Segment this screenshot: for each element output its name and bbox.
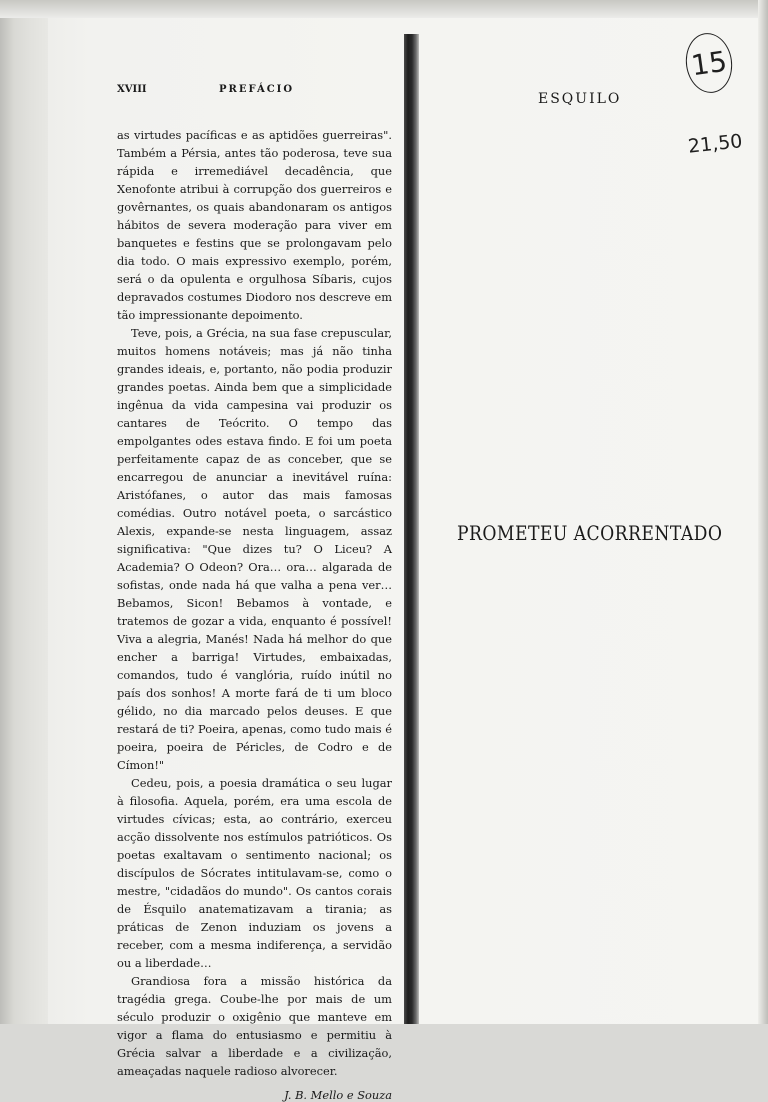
- paragraph: Teve, pois, a Grécia, na sua fase crepuscular, muitos homens notáveis; mas já não tinha grandes ideais, e, portanto, não podia produzir grandes poetas. Ainda bem que a simplicidade ingênua da vida campesina vai produzir os cantares de Teócrito. O tempo das empolgantes odes estava findo. E foi um poeta perfeitamente capaz de as conceber, que se encarregou de anunciar a inevitável ruína: Aristófanes, o autor das mais famosas comédias. Outro notável poeta, o sarcástico Alexis, expande-se nesta linguagem, assaz significativa: "Que dizes tu? O Liceu? A Academia? O Odeon? Ora… ora… algarada de sofistas, onde nada há que valha a pena ver… Bebamos, Sicon! Bebamos à vontade, e tratemos de gozar a vida, enquanto é possível! Viva a alegria, Manés! Nada há melhor do que encher a barriga! Virtudes, embaixadas, comandos, tudo é vanglória, ruído inútil no país dos sonhos! A morte fará de ti um bloco gélido, no dia marcado pelos deuses. E que restará de ti? Poeira, apenas, como tudo mais é poeira, poeira de Péricles, de Codro e de Címon!": [117, 326, 392, 772]
- paragraph: Grandiosa fora a missão histórica da tragédia grega. Coube-lhe por mais de um século produzir o oxigênio que manteve em vigor a flama do entusiasmo e permitiu à Grécia salvar a liberdade e a civilização, ameaçadas naquele radioso alvorecer.: [117, 974, 392, 1078]
- author-heading: ESQUILO: [538, 91, 622, 107]
- running-head: PREFÁCIO: [219, 84, 295, 95]
- page-number: XVIII: [117, 84, 147, 95]
- signature: J. B. Mello e Souza: [284, 1088, 392, 1102]
- preface-text: [117, 126, 392, 1080]
- book-spine: [404, 34, 419, 1024]
- page-edge-shadow: [0, 0, 48, 1024]
- paragraph: as virtudes pacíficas e as aptidões guerreiras". Também a Pérsia, antes tão poderosa, teve sua rápida e irremediável decadência, que Xenofonte atribui à corrupção dos guerreiros e govêrnantes, os quais abandonaram os antigos hábitos de severa moderação para viver em banquetes e festins que se prolongavam pelo dia todo. O mais expressivo exemplo, porém, será o da opulenta e orgulhosa Síbaris, cujos depravados costumes Diodoro nos descreve em tão impressionante depoimento.: [117, 128, 392, 322]
- page-header: [117, 84, 392, 106]
- handwritten-circled-number: 15: [682, 30, 736, 96]
- paragraph: Cedeu, pois, a poesia dramática o seu lugar à filosofia. Aquela, porém, era uma escola de virtudes cívicas; esta, ao contrário, exerceu acção dissolvente nos estímulos patrióticos. Os poetas exaltavam o sentimento nacional; os discípulos de Sócrates intitulavam-se, como o mestre, "cidadãos do mundo". Os cantos corais de Ésquilo anatematizavam a tirania; as práticas de Zenon induziam os jovens a receber, com a mesma indiferença, a servidão ou a liberdade…: [117, 776, 392, 970]
- left-page: [117, 84, 392, 1102]
- top-edge-shadow: [0, 0, 768, 18]
- play-title: PROMETEU ACORRENTADO: [457, 521, 723, 545]
- handwritten-price: 21,50: [686, 130, 744, 158]
- right-page-edge: [758, 0, 768, 1024]
